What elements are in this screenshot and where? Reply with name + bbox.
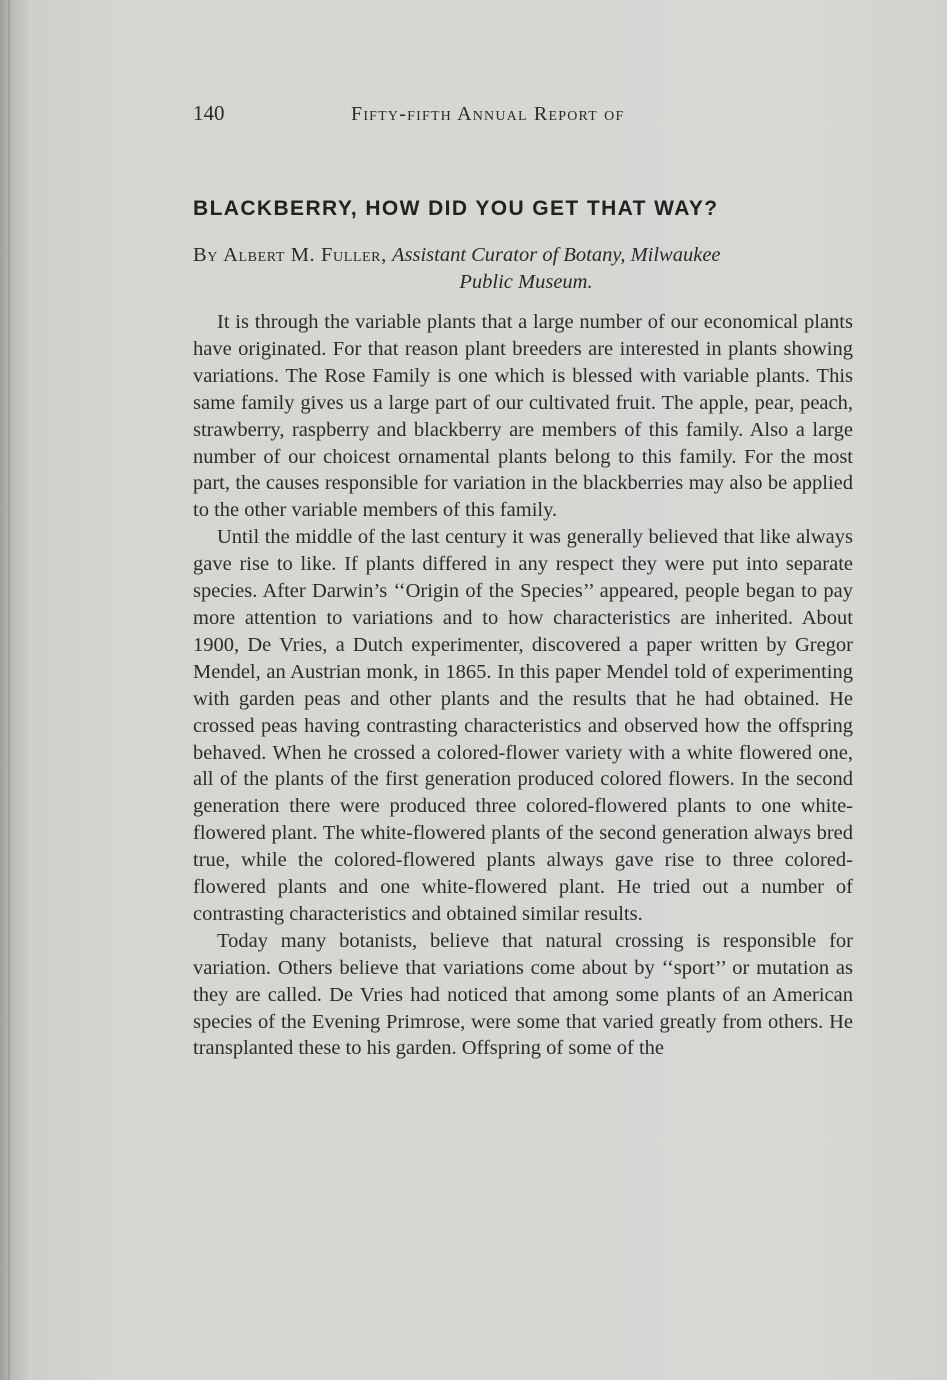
paragraph: It is through the variable plants that a large number of our economical plants have originated. For that reason plant breeders are interested in plants showing variations. The Rose Family is one which is blessed with variable plants. This same family gives us a large part of our cultivated fruit. The apple, pear, peach, strawberry, raspberry and blackberry are members of this family. Also a large number of our choicest ornamental plants belong to this family. For the most part, the causes responsible for variation in the blackberries may also be applied to the other variable members of this family. <box>193 311 853 522</box>
paragraph: Until the middle of the last century it was generally believed that like always gave rise to like. If plants differed in any respect they were put into separate species. After Darwin’s ‘‘Origin of the Species’’ appeared, people began to pay more attention to variations and to how characteristics are inherited. About 1900, De Vries, a Dutch experimenter, discovered a paper written by Gregor Mendel, an Austrian monk, in 1865. In this paper Mendel told of experimenting with garden peas and other plants and the results that he had obtained. He crossed peas having contrasting characteristics and observed how the offspring behaved. When he crossed a colored-flower variety with a white flowered one, all of the plants of the first generation produced colored flowers. In the second generation there were produced three colored-flowered plants to one white-flowered plant. The white-flowered plants of the second generation always bred true, while the colored-flowered plants always gave rise to three colored-flowered plants and one white-flowered plant. He tried out a number of contrasting characteristics and obtained similar results. <box>193 526 853 925</box>
byline-by: By <box>193 244 218 266</box>
byline <box>193 242 855 296</box>
page-header <box>193 101 853 131</box>
running-head: Fifty-fifth Annual Report of <box>351 103 625 125</box>
byline-affiliation-line1: Assistant Curator of Botany, Milwaukee <box>391 244 721 266</box>
byline-author: Albert M. Fuller, <box>223 244 387 266</box>
page-gutter-shadow <box>8 0 10 1380</box>
article-title: BLACKBERRY, HOW DID YOU GET THAT WAY? <box>193 197 719 220</box>
article-body <box>193 309 853 1062</box>
paragraph: Today many botanists, believe that natural crossing is responsible for variation. Others believe that variations come about by ‘‘sport’’ or mutation as they are called. De Vries had noticed that among some plants of an American species of the Evening Primrose, were some that varied greatly from others. He transplanted these to his garden. Offspring of some of the <box>193 929 853 1060</box>
byline-affiliation-line2: Public Museum. <box>459 271 593 293</box>
page-number: 140 <box>193 101 225 125</box>
